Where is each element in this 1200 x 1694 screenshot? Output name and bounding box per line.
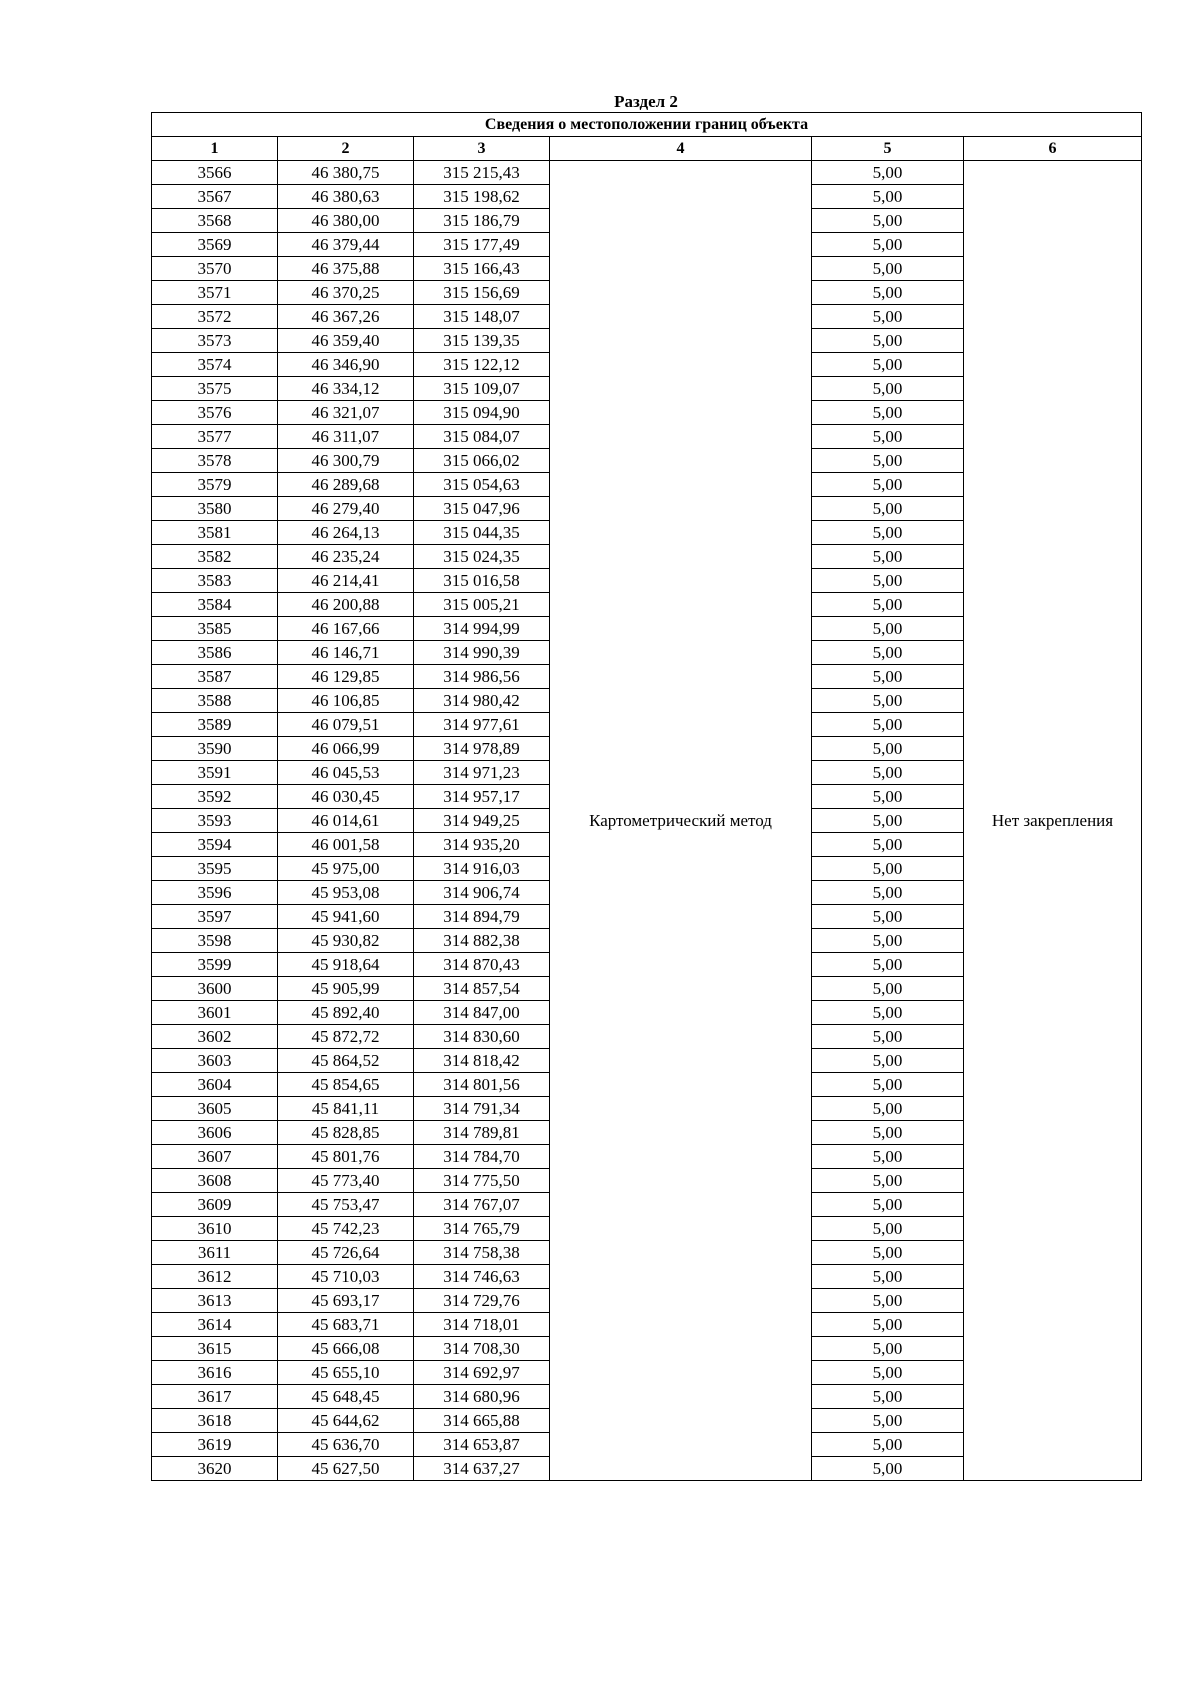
point-number-cell: 3611 — [152, 1241, 278, 1265]
point-number-cell: 3619 — [152, 1433, 278, 1457]
coordinate-y-cell: 314 708,30 — [414, 1337, 550, 1361]
coordinate-y-cell: 314 801,56 — [414, 1073, 550, 1097]
coordinate-y-cell: 315 148,07 — [414, 305, 550, 329]
accuracy-cell: 5,00 — [812, 497, 964, 521]
coordinate-x-cell: 46 300,79 — [278, 449, 414, 473]
accuracy-cell: 5,00 — [812, 377, 964, 401]
coordinate-y-cell: 314 680,96 — [414, 1385, 550, 1409]
coordinate-y-cell: 315 156,69 — [414, 281, 550, 305]
point-number-cell: 3588 — [152, 689, 278, 713]
coordinate-x-cell: 46 264,13 — [278, 521, 414, 545]
coordinate-x-cell: 45 648,45 — [278, 1385, 414, 1409]
point-number-cell: 3572 — [152, 305, 278, 329]
table-caption-row — [152, 113, 1142, 137]
point-number-cell: 3603 — [152, 1049, 278, 1073]
coordinate-y-cell: 314 906,74 — [414, 881, 550, 905]
coordinate-x-cell: 45 975,00 — [278, 857, 414, 881]
coordinate-x-cell: 46 380,63 — [278, 185, 414, 209]
document-page — [151, 92, 1141, 1481]
coordinate-y-cell: 315 109,07 — [414, 377, 550, 401]
point-number-cell: 3597 — [152, 905, 278, 929]
table-row — [152, 161, 1142, 185]
coordinate-y-cell: 314 935,20 — [414, 833, 550, 857]
coordinate-x-cell: 45 666,08 — [278, 1337, 414, 1361]
coordinate-x-cell: 45 892,40 — [278, 1001, 414, 1025]
column-header-5: 5 — [812, 137, 964, 161]
coordinate-x-cell: 45 627,50 — [278, 1457, 414, 1481]
coordinate-x-cell: 46 045,53 — [278, 761, 414, 785]
coordinate-y-cell: 314 977,61 — [414, 713, 550, 737]
coordinate-y-cell: 314 994,99 — [414, 617, 550, 641]
coordinate-x-cell: 46 379,44 — [278, 233, 414, 257]
point-number-cell: 3591 — [152, 761, 278, 785]
method-cell: Картометрический метод — [550, 161, 812, 1481]
coordinate-x-cell: 45 801,76 — [278, 1145, 414, 1169]
accuracy-cell: 5,00 — [812, 161, 964, 185]
coordinate-y-cell: 314 765,79 — [414, 1217, 550, 1241]
coordinate-x-cell: 46 235,24 — [278, 545, 414, 569]
coordinate-x-cell: 46 106,85 — [278, 689, 414, 713]
point-number-cell: 3579 — [152, 473, 278, 497]
point-number-cell: 3599 — [152, 953, 278, 977]
coordinate-x-cell: 45 864,52 — [278, 1049, 414, 1073]
coordinate-x-cell: 45 828,85 — [278, 1121, 414, 1145]
coordinate-x-cell: 45 753,47 — [278, 1193, 414, 1217]
accuracy-cell: 5,00 — [812, 353, 964, 377]
accuracy-cell: 5,00 — [812, 1097, 964, 1121]
accuracy-cell: 5,00 — [812, 1169, 964, 1193]
coordinate-y-cell: 314 882,38 — [414, 929, 550, 953]
coordinate-x-cell: 46 380,75 — [278, 161, 414, 185]
coordinate-y-cell: 314 949,25 — [414, 809, 550, 833]
coordinate-y-cell: 315 122,12 — [414, 353, 550, 377]
column-header-3: 3 — [414, 137, 550, 161]
coordinate-y-cell: 314 818,42 — [414, 1049, 550, 1073]
point-number-cell: 3584 — [152, 593, 278, 617]
point-number-cell: 3617 — [152, 1385, 278, 1409]
coordinate-x-cell: 45 644,62 — [278, 1409, 414, 1433]
accuracy-cell: 5,00 — [812, 1337, 964, 1361]
point-number-cell: 3620 — [152, 1457, 278, 1481]
coordinate-x-cell: 45 742,23 — [278, 1217, 414, 1241]
coordinate-x-cell: 45 918,64 — [278, 953, 414, 977]
column-header-1: 1 — [152, 137, 278, 161]
accuracy-cell: 5,00 — [812, 833, 964, 857]
accuracy-cell: 5,00 — [812, 329, 964, 353]
coordinate-y-cell: 315 016,58 — [414, 569, 550, 593]
coordinate-y-cell: 314 894,79 — [414, 905, 550, 929]
coordinate-x-cell: 45 655,10 — [278, 1361, 414, 1385]
accuracy-cell: 5,00 — [812, 1409, 964, 1433]
coordinate-y-cell: 314 653,87 — [414, 1433, 550, 1457]
coordinate-x-cell: 46 200,88 — [278, 593, 414, 617]
point-number-cell: 3595 — [152, 857, 278, 881]
point-number-cell: 3589 — [152, 713, 278, 737]
coordinate-y-cell: 314 791,34 — [414, 1097, 550, 1121]
point-number-cell: 3590 — [152, 737, 278, 761]
coordinate-x-cell: 45 710,03 — [278, 1265, 414, 1289]
accuracy-cell: 5,00 — [812, 1073, 964, 1097]
coordinate-x-cell: 45 693,17 — [278, 1289, 414, 1313]
accuracy-cell: 5,00 — [812, 1145, 964, 1169]
coordinate-x-cell: 46 146,71 — [278, 641, 414, 665]
coordinate-y-cell: 314 957,17 — [414, 785, 550, 809]
accuracy-cell: 5,00 — [812, 1361, 964, 1385]
point-number-cell: 3592 — [152, 785, 278, 809]
accuracy-cell: 5,00 — [812, 1025, 964, 1049]
accuracy-cell: 5,00 — [812, 1433, 964, 1457]
accuracy-cell: 5,00 — [812, 1385, 964, 1409]
point-number-cell: 3596 — [152, 881, 278, 905]
coordinate-x-cell: 46 079,51 — [278, 713, 414, 737]
point-number-cell: 3606 — [152, 1121, 278, 1145]
coordinate-y-cell: 315 198,62 — [414, 185, 550, 209]
accuracy-cell: 5,00 — [812, 785, 964, 809]
point-number-cell: 3604 — [152, 1073, 278, 1097]
boundary-table — [151, 112, 1142, 1481]
accuracy-cell: 5,00 — [812, 401, 964, 425]
accuracy-cell: 5,00 — [812, 953, 964, 977]
accuracy-cell: 5,00 — [812, 641, 964, 665]
point-number-cell: 3568 — [152, 209, 278, 233]
accuracy-cell: 5,00 — [812, 1457, 964, 1481]
point-number-cell: 3618 — [152, 1409, 278, 1433]
point-number-cell: 3607 — [152, 1145, 278, 1169]
coordinate-y-cell: 314 980,42 — [414, 689, 550, 713]
accuracy-cell: 5,00 — [812, 857, 964, 881]
coordinate-x-cell: 46 014,61 — [278, 809, 414, 833]
point-number-cell: 3593 — [152, 809, 278, 833]
coordinate-y-cell: 314 830,60 — [414, 1025, 550, 1049]
point-number-cell: 3613 — [152, 1289, 278, 1313]
point-number-cell: 3587 — [152, 665, 278, 689]
accuracy-cell: 5,00 — [812, 209, 964, 233]
accuracy-cell: 5,00 — [812, 281, 964, 305]
accuracy-cell: 5,00 — [812, 1121, 964, 1145]
coordinate-y-cell: 314 971,23 — [414, 761, 550, 785]
coordinate-y-cell: 314 990,39 — [414, 641, 550, 665]
coordinate-x-cell: 46 129,85 — [278, 665, 414, 689]
coordinate-y-cell: 314 789,81 — [414, 1121, 550, 1145]
point-number-cell: 3594 — [152, 833, 278, 857]
accuracy-cell: 5,00 — [812, 1193, 964, 1217]
point-number-cell: 3573 — [152, 329, 278, 353]
accuracy-cell: 5,00 — [812, 689, 964, 713]
column-header-6: 6 — [964, 137, 1142, 161]
coordinate-x-cell: 45 636,70 — [278, 1433, 414, 1457]
coordinate-y-cell: 315 047,96 — [414, 497, 550, 521]
coordinate-y-cell: 314 986,56 — [414, 665, 550, 689]
coordinate-y-cell: 315 066,02 — [414, 449, 550, 473]
coordinate-y-cell: 315 215,43 — [414, 161, 550, 185]
coordinate-y-cell: 315 177,49 — [414, 233, 550, 257]
accuracy-cell: 5,00 — [812, 905, 964, 929]
accuracy-cell: 5,00 — [812, 185, 964, 209]
accuracy-cell: 5,00 — [812, 617, 964, 641]
table-caption: Сведения о местоположении границ объекта — [152, 113, 1142, 137]
coordinate-x-cell: 45 773,40 — [278, 1169, 414, 1193]
accuracy-cell: 5,00 — [812, 881, 964, 905]
coordinate-x-cell: 46 289,68 — [278, 473, 414, 497]
coordinate-y-cell: 314 857,54 — [414, 977, 550, 1001]
point-number-cell: 3574 — [152, 353, 278, 377]
accuracy-cell: 5,00 — [812, 1313, 964, 1337]
point-number-cell: 3571 — [152, 281, 278, 305]
coordinate-y-cell: 314 746,63 — [414, 1265, 550, 1289]
coordinate-x-cell: 46 359,40 — [278, 329, 414, 353]
point-number-cell: 3614 — [152, 1313, 278, 1337]
coordinate-y-cell: 315 044,35 — [414, 521, 550, 545]
point-number-cell: 3605 — [152, 1097, 278, 1121]
coordinate-x-cell: 45 726,64 — [278, 1241, 414, 1265]
coordinate-y-cell: 314 978,89 — [414, 737, 550, 761]
accuracy-cell: 5,00 — [812, 257, 964, 281]
point-number-cell: 3600 — [152, 977, 278, 1001]
coordinate-y-cell: 314 916,03 — [414, 857, 550, 881]
coordinate-y-cell: 314 665,88 — [414, 1409, 550, 1433]
coordinate-x-cell: 46 030,45 — [278, 785, 414, 809]
coordinate-x-cell: 46 380,00 — [278, 209, 414, 233]
coordinate-y-cell: 315 094,90 — [414, 401, 550, 425]
accuracy-cell: 5,00 — [812, 761, 964, 785]
coordinate-x-cell: 45 941,60 — [278, 905, 414, 929]
column-header-row — [152, 137, 1142, 161]
coordinate-y-cell: 315 005,21 — [414, 593, 550, 617]
accuracy-cell: 5,00 — [812, 1241, 964, 1265]
accuracy-cell: 5,00 — [812, 713, 964, 737]
accuracy-cell: 5,00 — [812, 449, 964, 473]
coordinate-y-cell: 314 775,50 — [414, 1169, 550, 1193]
fixing-cell: Нет закрепления — [964, 161, 1142, 1481]
accuracy-cell: 5,00 — [812, 1001, 964, 1025]
coordinate-x-cell: 46 167,66 — [278, 617, 414, 641]
accuracy-cell: 5,00 — [812, 521, 964, 545]
point-number-cell: 3582 — [152, 545, 278, 569]
coordinate-x-cell: 46 334,12 — [278, 377, 414, 401]
coordinate-y-cell: 314 870,43 — [414, 953, 550, 977]
accuracy-cell: 5,00 — [812, 1049, 964, 1073]
coordinate-y-cell: 314 847,00 — [414, 1001, 550, 1025]
coordinate-y-cell: 315 054,63 — [414, 473, 550, 497]
table-body — [152, 161, 1142, 1481]
point-number-cell: 3567 — [152, 185, 278, 209]
coordinate-x-cell: 46 214,41 — [278, 569, 414, 593]
coordinate-y-cell: 314 718,01 — [414, 1313, 550, 1337]
coordinate-y-cell: 315 139,35 — [414, 329, 550, 353]
coordinate-y-cell: 314 784,70 — [414, 1145, 550, 1169]
point-number-cell: 3583 — [152, 569, 278, 593]
column-header-4: 4 — [550, 137, 812, 161]
accuracy-cell: 5,00 — [812, 1289, 964, 1313]
coordinate-x-cell: 46 367,26 — [278, 305, 414, 329]
accuracy-cell: 5,00 — [812, 593, 964, 617]
coordinate-x-cell: 45 872,72 — [278, 1025, 414, 1049]
accuracy-cell: 5,00 — [812, 1217, 964, 1241]
point-number-cell: 3570 — [152, 257, 278, 281]
coordinate-x-cell: 45 683,71 — [278, 1313, 414, 1337]
coordinate-y-cell: 314 758,38 — [414, 1241, 550, 1265]
point-number-cell: 3585 — [152, 617, 278, 641]
coordinate-x-cell: 45 905,99 — [278, 977, 414, 1001]
point-number-cell: 3612 — [152, 1265, 278, 1289]
point-number-cell: 3566 — [152, 161, 278, 185]
point-number-cell: 3575 — [152, 377, 278, 401]
point-number-cell: 3569 — [152, 233, 278, 257]
coordinate-y-cell: 315 084,07 — [414, 425, 550, 449]
accuracy-cell: 5,00 — [812, 569, 964, 593]
coordinate-x-cell: 46 346,90 — [278, 353, 414, 377]
coordinate-x-cell: 46 001,58 — [278, 833, 414, 857]
accuracy-cell: 5,00 — [812, 545, 964, 569]
column-header-2: 2 — [278, 137, 414, 161]
coordinate-x-cell: 46 321,07 — [278, 401, 414, 425]
point-number-cell: 3601 — [152, 1001, 278, 1025]
point-number-cell: 3602 — [152, 1025, 278, 1049]
point-number-cell: 3580 — [152, 497, 278, 521]
accuracy-cell: 5,00 — [812, 977, 964, 1001]
accuracy-cell: 5,00 — [812, 1265, 964, 1289]
accuracy-cell: 5,00 — [812, 425, 964, 449]
coordinate-x-cell: 46 375,88 — [278, 257, 414, 281]
coordinate-x-cell: 45 953,08 — [278, 881, 414, 905]
accuracy-cell: 5,00 — [812, 929, 964, 953]
coordinate-x-cell: 45 841,11 — [278, 1097, 414, 1121]
point-number-cell: 3608 — [152, 1169, 278, 1193]
point-number-cell: 3577 — [152, 425, 278, 449]
point-number-cell: 3576 — [152, 401, 278, 425]
coordinate-y-cell: 314 692,97 — [414, 1361, 550, 1385]
point-number-cell: 3616 — [152, 1361, 278, 1385]
coordinate-x-cell: 46 279,40 — [278, 497, 414, 521]
accuracy-cell: 5,00 — [812, 305, 964, 329]
point-number-cell: 3586 — [152, 641, 278, 665]
point-number-cell: 3615 — [152, 1337, 278, 1361]
point-number-cell: 3581 — [152, 521, 278, 545]
point-number-cell: 3598 — [152, 929, 278, 953]
point-number-cell: 3578 — [152, 449, 278, 473]
accuracy-cell: 5,00 — [812, 737, 964, 761]
accuracy-cell: 5,00 — [812, 233, 964, 257]
coordinate-y-cell: 315 166,43 — [414, 257, 550, 281]
accuracy-cell: 5,00 — [812, 473, 964, 497]
coordinate-y-cell: 314 767,07 — [414, 1193, 550, 1217]
point-number-cell: 3609 — [152, 1193, 278, 1217]
coordinate-y-cell: 315 186,79 — [414, 209, 550, 233]
coordinate-x-cell: 45 930,82 — [278, 929, 414, 953]
coordinate-x-cell: 46 066,99 — [278, 737, 414, 761]
section-title: Раздел 2 — [614, 92, 678, 111]
point-number-cell: 3610 — [152, 1217, 278, 1241]
coordinate-y-cell: 314 729,76 — [414, 1289, 550, 1313]
accuracy-cell: 5,00 — [812, 809, 964, 833]
coordinate-x-cell: 46 370,25 — [278, 281, 414, 305]
coordinate-x-cell: 46 311,07 — [278, 425, 414, 449]
coordinate-x-cell: 45 854,65 — [278, 1073, 414, 1097]
coordinate-y-cell: 314 637,27 — [414, 1457, 550, 1481]
accuracy-cell: 5,00 — [812, 665, 964, 689]
coordinate-y-cell: 315 024,35 — [414, 545, 550, 569]
